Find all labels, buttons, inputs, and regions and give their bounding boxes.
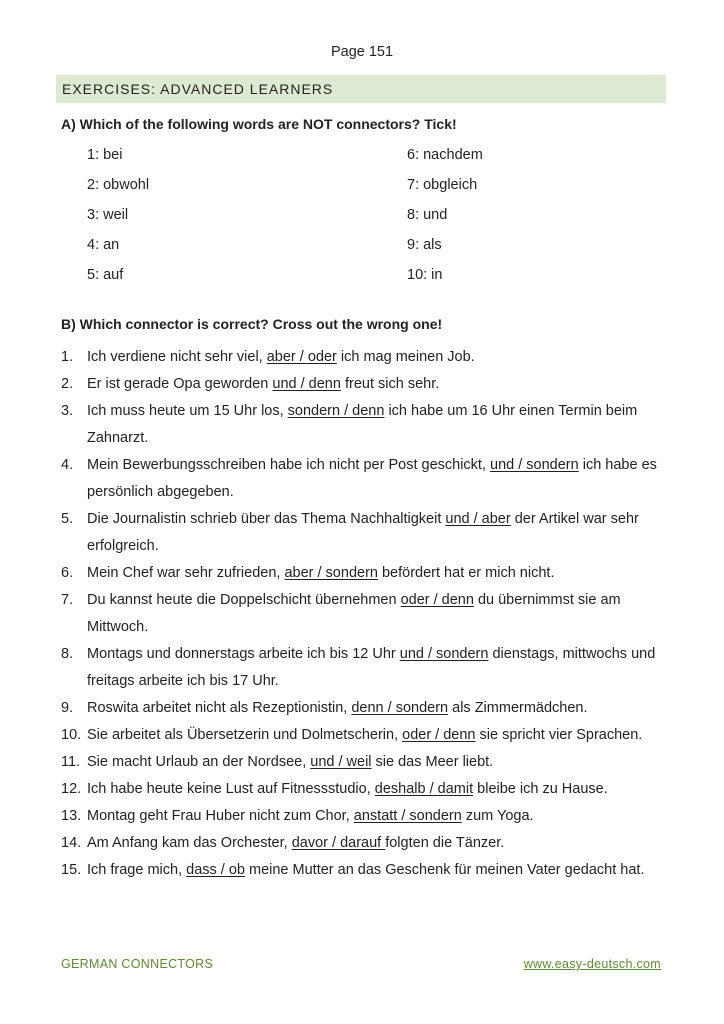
connector-options: und / denn [272,376,341,392]
item-sentence [87,398,661,452]
sentence-start: Mein Bewerbungsschreiben habe ich nicht per Post geschickt, [87,457,490,473]
word-option: 1: bei [87,147,123,163]
sentence-end: bleibe ich zu Hause. [473,781,608,797]
sentence-start: Am Anfang kam das Orchester, [87,835,292,851]
sentence-start: Du kannst heute die Doppelschicht übernehmen [87,592,401,608]
item-number: 8. [61,646,74,662]
connector-options: anstatt / sondern [353,808,462,824]
connector-options: oder / denn [402,727,476,743]
connector-options: deshalb / damit [374,781,474,797]
page-number: Page 151 [330,44,394,60]
sentence-end: folgten die Tänzer. [385,835,505,851]
footer-title: GERMAN CONNECTORS [61,957,214,971]
exercise-list [61,344,661,884]
word-option: 7: obgleich [407,177,478,193]
exercise-item [61,641,661,695]
sentence-end: du übernimmst sie am Mittwoch. [87,592,621,635]
item-sentence [87,506,661,560]
connector-options: davor / darauf [291,835,386,851]
item-number: 4. [61,457,74,473]
sentence-end: ich habe um 16 Uhr einen Termin beim Zahnarzt. [87,403,638,446]
sentence-end: der Artikel war sehr erfolgreich. [87,511,639,554]
sentence-end: zum Yoga. [461,808,534,824]
item-sentence [87,371,661,398]
sentence-end: ich mag meinen Job. [336,349,475,365]
sentence-start: Die Journalistin schrieb über das Thema Nachhaltigkeit [87,511,446,527]
exercise-item [61,371,661,398]
item-sentence [87,452,661,506]
item-sentence [87,803,661,830]
item-number: 15. [61,862,82,878]
exercise-item [61,587,661,641]
connector-options: und / sondern [490,457,579,473]
connector-options: aber / sondern [284,565,378,581]
item-sentence [87,722,661,749]
item-number: 11. [61,754,81,770]
sentence-end: sie spricht vier Sprachen. [475,727,643,743]
exercise-item [61,857,661,884]
item-number: 6. [61,565,74,581]
section-title: EXERCISES: ADVANCED LEARNERS [56,75,666,103]
exercise-item [61,560,661,587]
sentence-end: ich habe es persönlich abgegeben. [87,457,657,500]
item-number: 14. [61,835,82,851]
word-option: 5: auf [87,267,124,283]
sentence-start: Roswita arbeitet nicht als Rezeptionistin, [87,700,352,716]
footer-link[interactable]: www.easy-deutsch.com [523,957,661,971]
word-option: 6: nachdem [407,147,483,163]
sentence-start: Ich verdiene nicht sehr viel, [87,349,267,365]
item-number: 5. [61,511,74,527]
connector-options: dass / ob [186,862,245,878]
sentence-start: Er ist gerade Opa geworden [87,376,273,392]
connector-options: oder / denn [400,592,474,608]
connector-options: denn / sondern [351,700,449,716]
item-sentence [87,857,661,884]
item-sentence [87,641,661,695]
sentence-end: als Zimmermädchen. [448,700,588,716]
part-b-heading: B) Which connector is correct? Cross out the wrong one! [61,316,443,332]
exercise-item [61,722,661,749]
sentence-end: dienstags, mittwochs und freitags arbeite ich bis 17 Uhr. [87,646,656,689]
item-sentence [87,344,661,371]
sentence-start: Ich frage mich, [87,862,187,878]
sentence-end: sie das Meer liebt. [371,754,494,770]
exercise-item [61,506,661,560]
connector-options: sondern / denn [287,403,385,419]
sentence-end: freut sich sehr. [340,376,440,392]
item-number: 13. [61,808,82,824]
word-option: 2: obwohl [87,177,150,193]
exercise-item [61,749,661,776]
item-number: 2. [61,376,74,392]
sentence-start: Sie arbeitet als Übersetzerin und Dolmetscherin, [87,727,403,743]
item-sentence [87,695,661,722]
item-number: 1. [61,349,74,365]
word-option: 9: als [407,237,442,253]
word-option: 3: weil [87,207,129,223]
sentence-start: Ich habe heute keine Lust auf Fitnessstudio, [87,781,375,797]
connector-options: und / aber [445,511,511,527]
sentence-start: Sie macht Urlaub an der Nordsee, [87,754,311,770]
item-sentence [87,749,661,776]
connector-options: und / weil [310,754,372,770]
exercise-item [61,344,661,371]
exercise-item [61,830,661,857]
item-sentence [87,830,661,857]
item-number: 10. [61,727,82,743]
item-number: 3. [61,403,74,419]
sentence-start: Montags und donnerstags arbeite ich bis 12 Uhr [87,646,400,662]
word-option: 4: an [87,237,120,253]
sentence-end: meine Mutter an das Geschenk für meinen Vater gedacht hat. [244,862,645,878]
item-number: 7. [61,592,74,608]
exercise-item [61,452,661,506]
sentence-end: befördert hat er mich nicht. [377,565,555,581]
exercise-item [61,695,661,722]
item-number: 9. [61,700,74,716]
item-sentence [87,587,661,641]
item-number: 12. [61,781,82,797]
sentence-start: Mein Chef war sehr zufrieden, [87,565,285,581]
word-option: 8: und [407,207,448,223]
connector-options: und / sondern [399,646,489,662]
exercise-item [61,398,661,452]
sentence-start: Ich muss heute um 15 Uhr los, [87,403,288,419]
sentence-start: Montag geht Frau Huber nicht zum Chor, [87,808,354,824]
word-option: 10: in [407,267,443,283]
connector-options: aber / oder [266,349,337,365]
item-sentence [87,560,661,587]
item-sentence [87,776,661,803]
part-a-heading: A) Which of the following words are NOT connectors? Tick! [61,116,457,132]
exercise-item [61,803,661,830]
exercise-item [61,776,661,803]
